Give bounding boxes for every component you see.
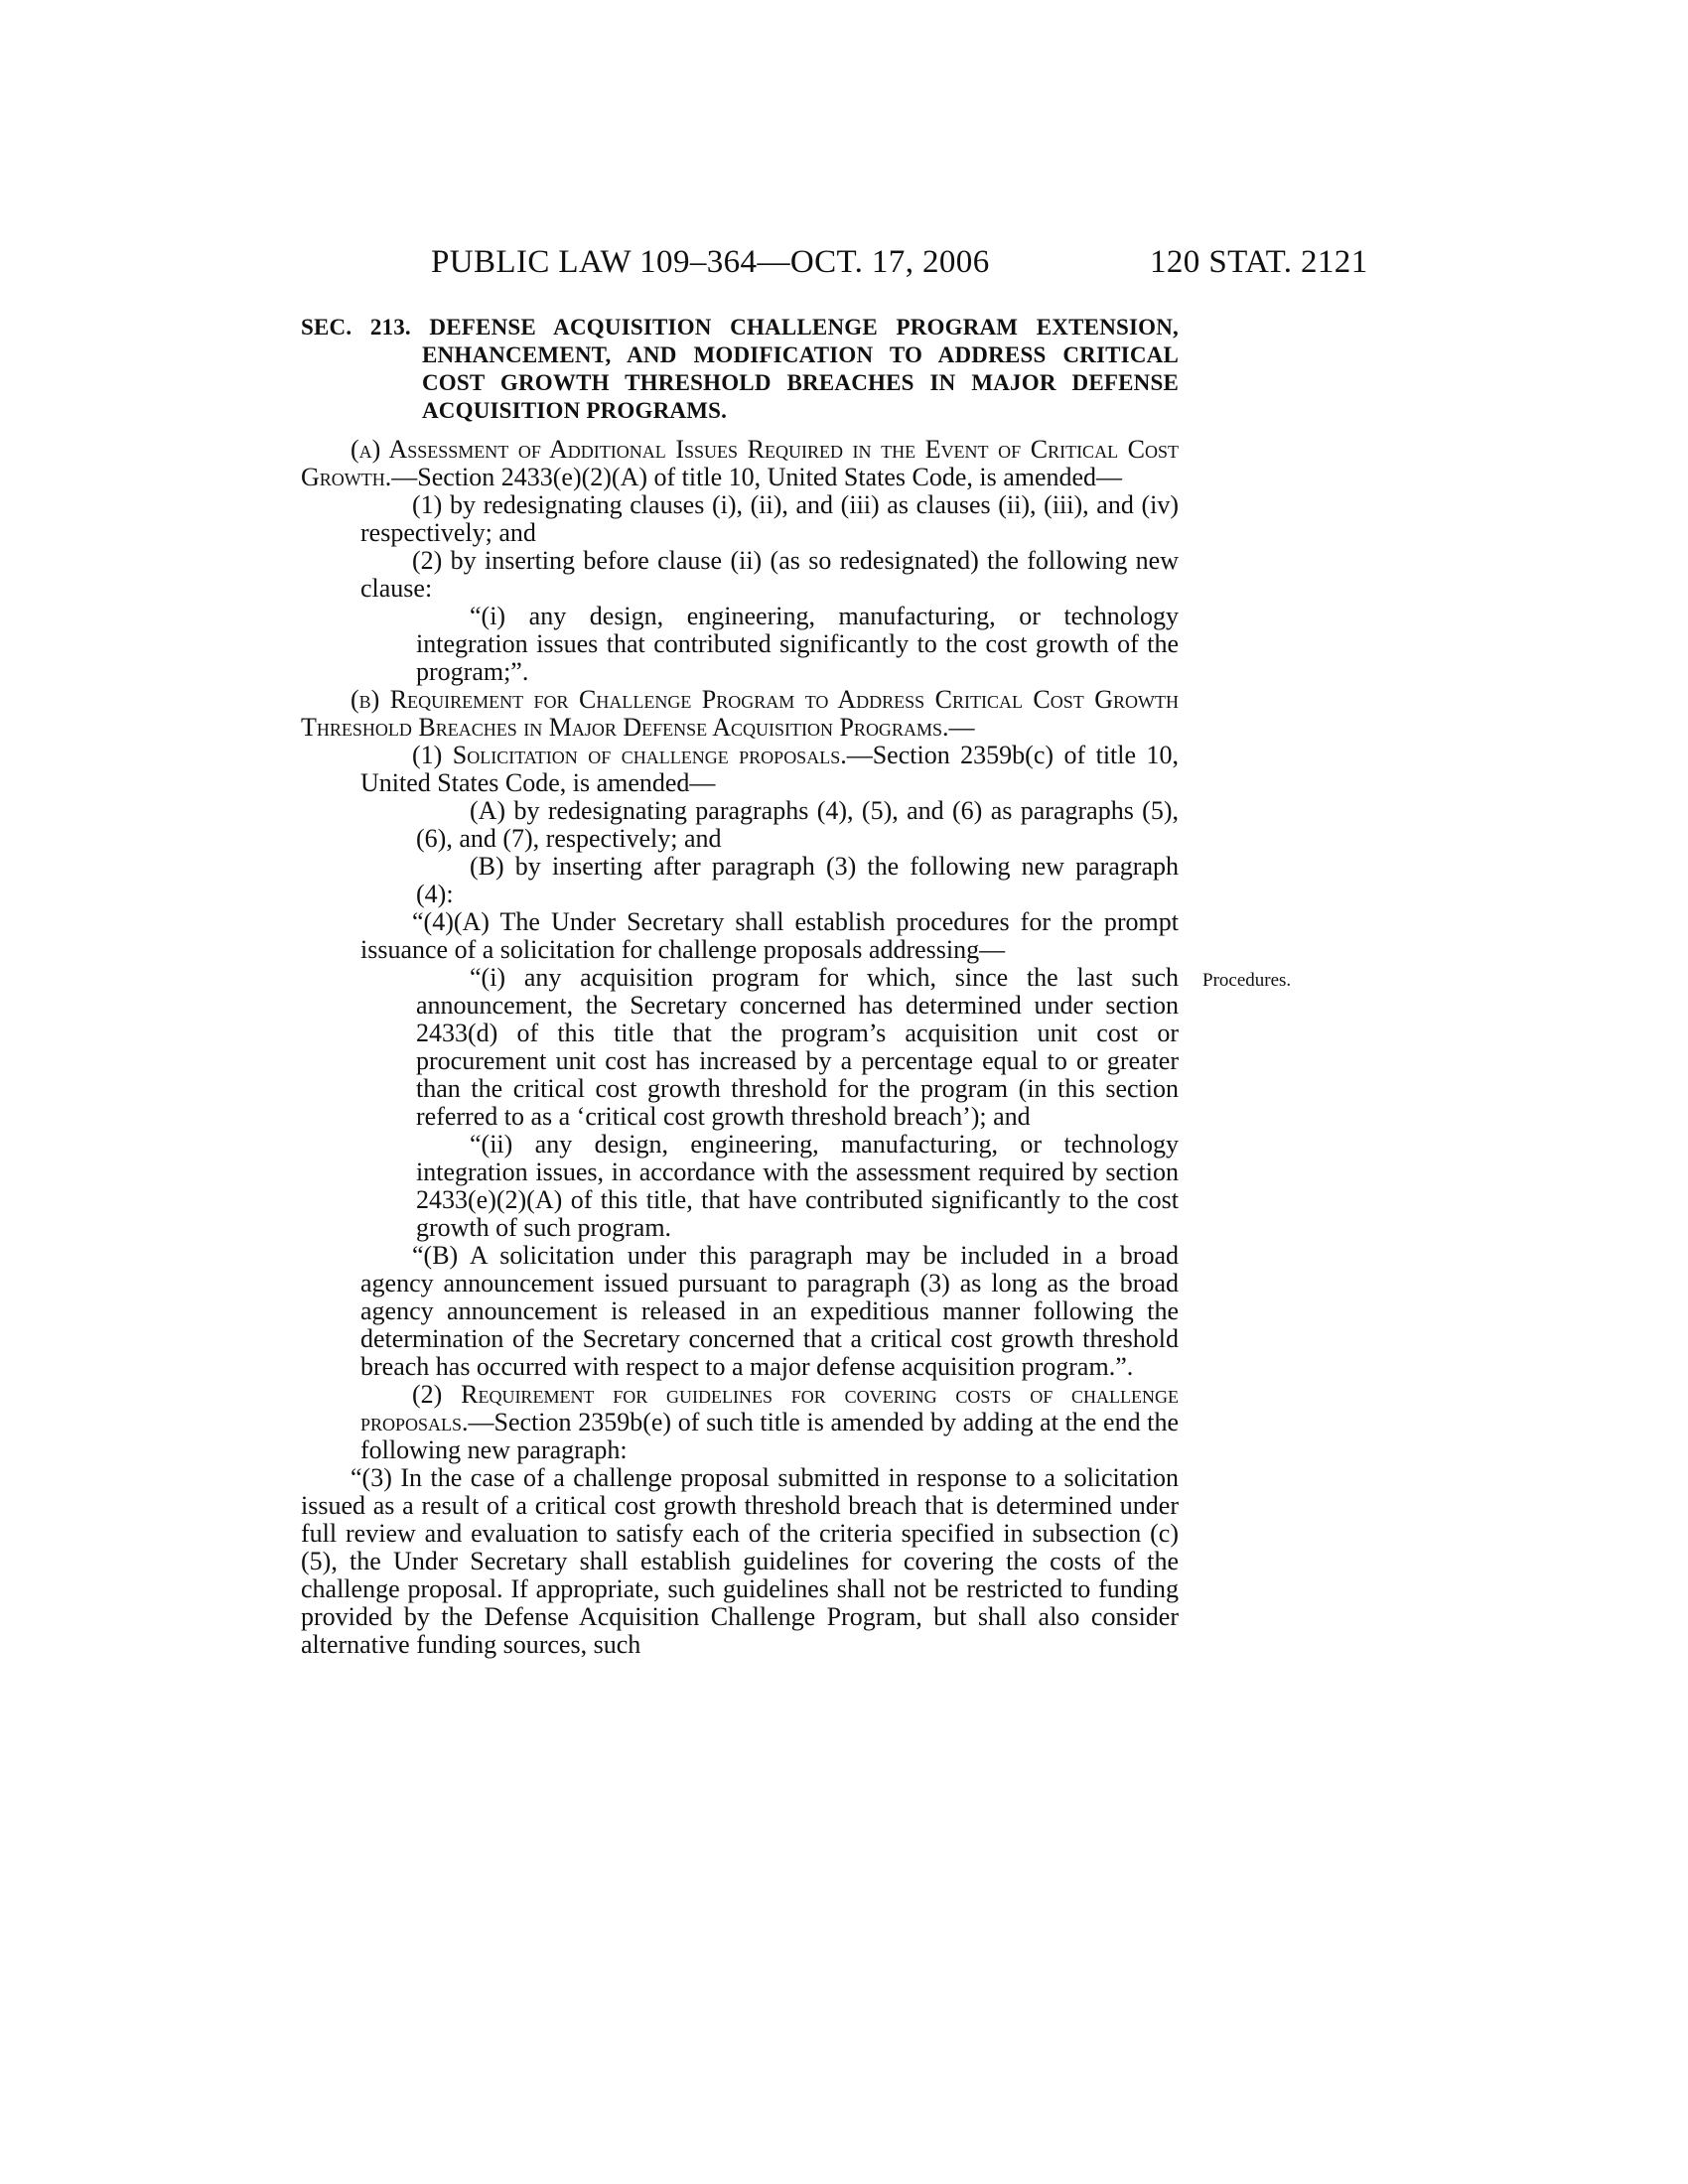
subparagraph-b1B: (B) by inserting after paragraph (3) the following new paragraph (4):: [416, 852, 1179, 908]
paragraph-b1-text: —Section 2359b(c) of title 10, United States Code, is amended—: [360, 741, 1179, 797]
quoted-clause-i: “(i) any design, engineering, manufacturing, or technology integration issues that contributed significantly to the cost growth of the program;”.: [416, 602, 1179, 686]
subsection-b-caption: (b) Requirement for Challenge Program to Address Critical Cost Growth Threshold Breaches in Major Defense Acquisition Programs.: [301, 685, 1179, 742]
quoted-paragraph-4A: “(4)(A) The Under Secretary shall establish procedures for the prompt issuance of a solicitation for challenge proposals addressing—: [360, 907, 1179, 964]
running-header-law: PUBLIC LAW 109–364—OCT. 17, 2006: [431, 244, 990, 280]
subsection-a: [301, 436, 1179, 491]
paragraph-b2-text: —Section 2359b(e) of such title is amended by adding at the end the following new paragraph:: [360, 1408, 1179, 1464]
quoted-paragraph-4B: “(B) A solicitation under this paragraph may be included in a broad agency announcement issued pursuant to paragraph (3) as long as the broad agency announcement is released in an expeditious manner following the determination of the Secretary concerned that a critical cost growth threshold breach has occurred with respect to a major defense acquisition program.”.: [360, 1241, 1179, 1381]
margin-note-procedures: Procedures.: [1202, 970, 1292, 991]
text-column: [301, 314, 1179, 1659]
paragraph-b2: [301, 1381, 1179, 1464]
section-heading: SEC. 213. DEFENSE ACQUISITION CHALLENGE PROGRAM EXTENSION, ENHANCEMENT, AND MODIFICATION TO ADDRESS CRITICAL COST GROWTH THRESHOLD BREACHES IN MAJOR DEFENSE ACQUISITION PROGRAMS.: [301, 315, 1179, 423]
paragraph-a2: (2) by inserting before clause (ii) (as so redesignated) the following new clause:: [360, 546, 1179, 603]
subsection-a-caption: (a) Assessment of Additional Issues Required in the Event of Critical Cost Growth.: [301, 435, 1179, 491]
subsection-a-text: —Section 2433(e)(2)(A) of title 10, United States Code, is amended—: [391, 463, 1123, 491]
running-header-stat-page: 120 STAT. 2121: [1150, 244, 1368, 280]
subparagraph-b1A: (A) by redesignating paragraphs (4), (5), and (6) as paragraphs (5), (6), and (7), respectively; and: [416, 796, 1179, 853]
paragraph-a1: (1) by redesignating clauses (i), (ii), and (iii) as clauses (ii), (iii), and (iv) respectively; and: [360, 490, 1179, 547]
paragraph-b1: [301, 742, 1179, 797]
quoted-paragraph-3: “(3) In the case of a challenge proposal submitted in response to a solicitation issued as a result of a critical cost growth threshold breach that is determined under full review and evaluation to satisfy each of the criteria specified in subsection (c)(5), the Under Secretary shall establish guidelines for covering the costs of the challenge proposal. If appropriate, such guidelines shall not be restricted to funding provided by the Defense Acquisition Challenge Program, but shall also consider alternative funding sources, such: [301, 1463, 1179, 1659]
paragraph-b2-caption: (2) Requirement for guidelines for covering costs of challenge proposals.: [360, 1380, 1179, 1436]
quoted-clause-4A-ii: “(ii) any design, engineering, manufacturing, or technology integration issues, in accordance with the assessment required by section 2433(e)(2)(A) of this title, that have contributed significantly to the cost growth of such program.: [416, 1130, 1179, 1242]
quoted-clause-4A-i: “(i) any acquisition program for which, since the last such announcement, the Secretary concerned has determined under section 2433(d) of this title that the program’s acquisition unit cost or procurement unit cost has increased by a percentage equal to or greater than the critical cost growth threshold for the program (in this section referred to as a ‘critical cost growth threshold breach’); and: [416, 963, 1179, 1131]
paragraph-b1-caption: (1) Solicitation of challenge proposals.: [412, 741, 847, 769]
subsection-b: [301, 686, 1179, 742]
subsection-b-dash: —: [948, 713, 975, 742]
